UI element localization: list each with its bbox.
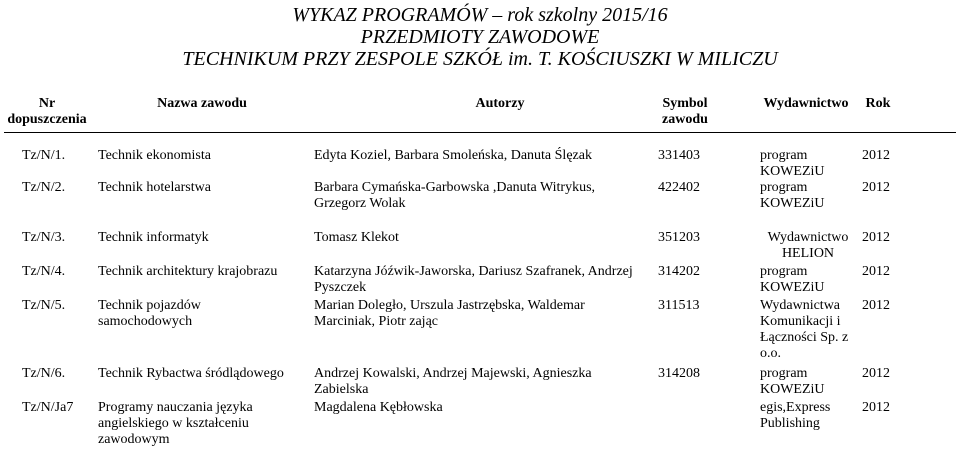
cell-year: 2012 (862, 148, 890, 163)
cell-symbol: 351203 (658, 230, 700, 245)
cell-symbol: 422402 (658, 180, 700, 195)
title-line-3: TECHNIKUM PRZY ZESPOLE SZKÓŁ im. T. KOŚCIUSZKI W MILICZU (182, 48, 778, 70)
cell-year: 2012 (862, 400, 890, 415)
header-symbol: Symbol zawodu (662, 96, 708, 127)
cell-authors: Katarzyna Jóźwik-Jaworska, Dariusz Szafranek, Andrzej Pyszczek (314, 264, 633, 295)
cell-nr: Tz/N/1. (22, 148, 66, 163)
title-line-2: PRZEDMIOTY ZAWODOWE (360, 26, 600, 48)
header-publisher: Wydawnictwo (763, 96, 849, 111)
cell-year: 2012 (862, 230, 890, 245)
cell-publisher: Wydawnictwo HELION (767, 230, 849, 261)
cell-nr: Tz/N/5. (22, 298, 66, 313)
cell-nr: Tz/N/Ja7 (22, 400, 74, 415)
cell-symbol: 314208 (658, 366, 700, 381)
cell-publisher: Wydawnictwa Komunikacji i Łączności Sp. z o.o. (760, 298, 849, 361)
cell-symbol: 311513 (658, 298, 700, 313)
cell-name: Technik architektury krajobrazu (98, 264, 278, 279)
cell-nr: Tz/N/4. (22, 264, 66, 279)
cell-year: 2012 (862, 180, 890, 195)
cell-nr: Tz/N/6. (22, 366, 66, 381)
cell-year: 2012 (862, 298, 890, 313)
header-year: Rok (865, 96, 891, 111)
cell-publisher: egis,Express Publishing (760, 400, 831, 431)
cell-name: Technik ekonomista (98, 148, 211, 163)
header-authors: Autorzy (475, 96, 525, 111)
cell-symbol: 314202 (658, 264, 700, 279)
header-nr: Nr dopuszczenia (7, 96, 87, 127)
cell-publisher: program KOWEZiU (760, 264, 825, 295)
cell-publisher: program KOWEZiU (760, 180, 825, 211)
cell-name: Technik pojazdów samochodowych (98, 298, 201, 329)
cell-authors: Andrzej Kowalski, Andrzej Majewski, Agnieszka Zabielska (314, 366, 592, 397)
title-line-1: WYKAZ PROGRAMÓW – rok szkolny 2015/16 (292, 4, 668, 26)
cell-year: 2012 (862, 264, 890, 279)
cell-authors: Barbara Cymańska-Garbowska ,Danuta Witrykus, Grzegorz Wolak (314, 180, 596, 211)
header-name: Nazwa zawodu (157, 96, 247, 111)
cell-authors: Edyta Koziel, Barbara Smoleńska, Danuta Ślęzak (314, 148, 592, 163)
cell-name: Technik Rybactwa śródlądowego (98, 366, 284, 381)
cell-authors: Magdalena Kębłowska (314, 400, 443, 415)
cell-publisher: program KOWEZiU (760, 148, 825, 179)
cell-nr: Tz/N/2. (22, 180, 66, 195)
cell-name: Technik hotelarstwa (98, 180, 211, 195)
header-underline (4, 132, 956, 133)
cell-name: Programy nauczania języka angielskiego w kształceniu zawodowym (98, 400, 253, 447)
cell-year: 2012 (862, 366, 890, 381)
cell-nr: Tz/N/3. (22, 230, 66, 245)
cell-name: Technik informatyk (98, 230, 209, 245)
cell-publisher: program KOWEZiU (760, 366, 825, 397)
cell-authors: Marian Doległo, Urszula Jastrzębska, Waldemar Marciniak, Piotr zając (314, 298, 585, 329)
cell-authors: Tomasz Klekot (314, 230, 399, 245)
cell-symbol: 331403 (658, 148, 700, 163)
